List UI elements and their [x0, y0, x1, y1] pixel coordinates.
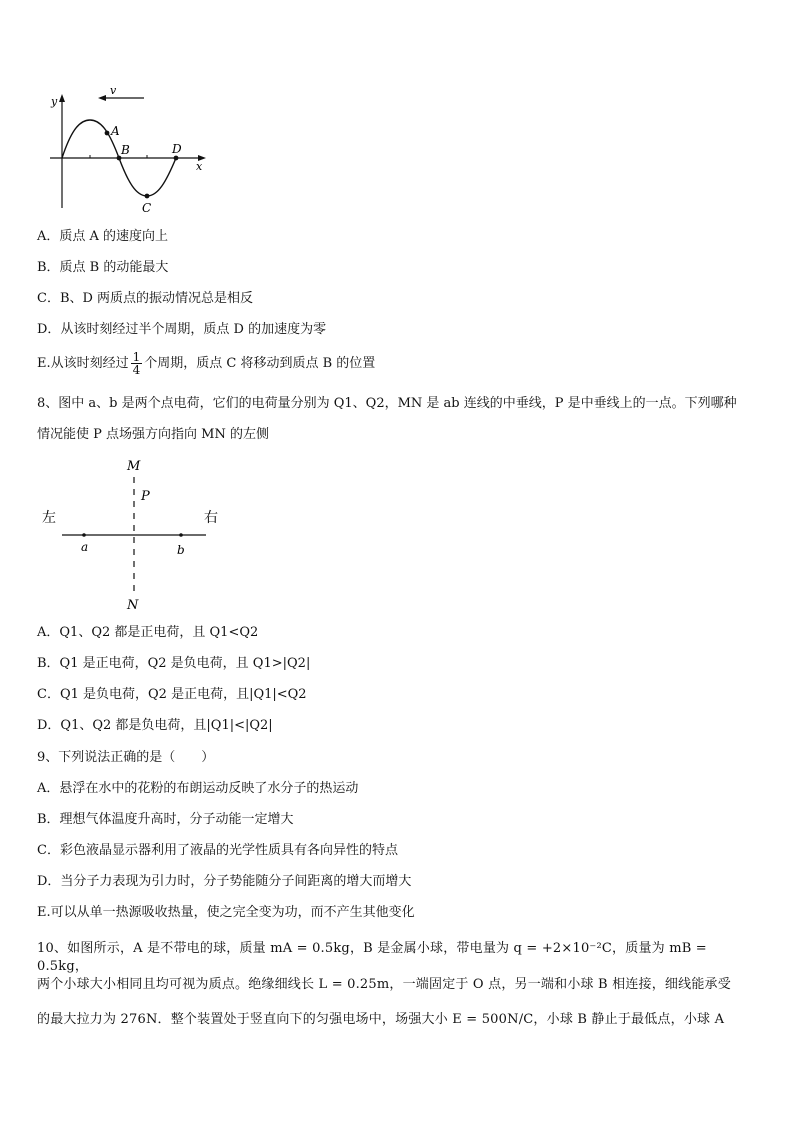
label-c: C — [142, 201, 152, 215]
label-right: 右 — [204, 510, 218, 526]
q9-option-b: B．理想气体温度升高时，分子动能一定增大 — [37, 812, 294, 827]
charge-figure — [38, 455, 228, 613]
label-n: N — [127, 598, 139, 613]
q8-stem-line2: 情况能使 P 点场强方向指向 MN 的左侧 — [37, 427, 269, 442]
q9-option-e: E.可以从单一热源吸收热量，使之完全变为功，而不产生其他变化 — [37, 905, 415, 920]
point-d — [174, 156, 179, 161]
y-axis-label: y — [51, 95, 58, 108]
point-a — [105, 131, 110, 136]
q10-line1: 10、如图所示，A 是不带电的球，质量 mA = 0.5kg，B 是金属小球，带电量为 q = +2×10⁻²C，质量为 mB = 0.5kg， — [37, 941, 707, 974]
fraction-numerator: 1 — [132, 350, 141, 364]
q7-option-a: A．质点 A 的速度向上 — [37, 229, 169, 244]
velocity-label: v — [110, 86, 117, 97]
q8-option-a: A．Q1、Q2 都是正电荷，且 Q1<Q2 — [37, 625, 259, 640]
label-a: A — [111, 124, 120, 138]
q8-option-d: D．Q1、Q2 都是负电荷，且|Q1|<|Q2| — [37, 718, 273, 733]
label-b: B — [121, 143, 130, 157]
q9-option-a: A．悬浮在水中的花粉的布朗运动反映了水分子的热运动 — [37, 781, 359, 796]
q8-option-c: C．Q1 是负电荷，Q2 是正电荷，且|Q1|<Q2 — [37, 687, 307, 702]
label-d: D — [172, 142, 182, 156]
q7-option-c: C．B、D 两质点的振动情况总是相反 — [37, 291, 254, 306]
q8-option-b: B．Q1 是正电荷，Q2 是负电荷，且 Q1>|Q2| — [37, 656, 311, 671]
q7-option-b: B．质点 B 的动能最大 — [37, 260, 169, 275]
q7-option-e — [37, 351, 375, 376]
label-m: M — [127, 459, 141, 474]
q9-option-c: C．彩色液晶显示器利用了液晶的光学性质具有各向异性的特点 — [37, 843, 398, 858]
q7-option-d: D．从该时刻经过半个周期，质点 D 的加速度为零 — [37, 322, 327, 337]
label-a: a — [81, 540, 89, 554]
label-p: P — [141, 489, 150, 504]
q7-option-e-suffix: 个周期，质点 C 将移动到质点 B 的位置 — [144, 356, 376, 371]
q9-option-d: D．当分子力表现为引力时，分子势能随分子间距离的增大而增大 — [37, 874, 412, 889]
label-b: b — [177, 543, 185, 557]
fraction — [131, 351, 143, 376]
fraction-denominator: 4 — [132, 363, 141, 377]
x-axis-label: x — [196, 160, 203, 173]
wave-figure — [40, 86, 220, 216]
q7-option-e-prefix: E.从该时刻经过 — [37, 356, 129, 371]
point-c — [145, 194, 150, 199]
q10-line2: 两个小球大小相同且均可视为质点。绝缘细线长 L = 0.25m，一端固定于 O 点，另一端和小球 B 相连接，细线能承受 — [37, 977, 731, 992]
q8-stem-line1: 8、图中 a、b 是两个点电荷，它们的电荷量分别为 Q1、Q2，MN 是 ab 连线的中垂线，P 是中垂线上的一点。下列哪种 — [37, 396, 737, 411]
label-left: 左 — [42, 510, 56, 526]
q9-stem: 9、下列说法正确的是（ ） — [37, 750, 215, 765]
q10-line3: 的最大拉力为 276N．整个装置处于竖直向下的匀强电场中，场强大小 E = 500N/C，小球 B 静止于最低点，小球 A — [37, 1012, 725, 1027]
